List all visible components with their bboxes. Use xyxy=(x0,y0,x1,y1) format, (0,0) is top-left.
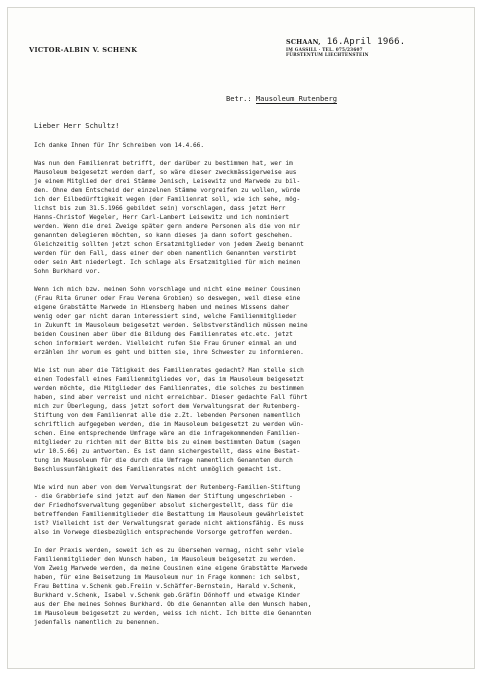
text-line: je einem Mitglied der drei Stämme Jenisch, Leisewitz und Marwede zu bil- xyxy=(34,177,301,185)
text-line: den. Ohne dem Entscheid der einzelnen Stämme vorgreifen zu wollen, würde xyxy=(34,186,301,194)
text-line: Mausoleum beigesetzt werden darf, so wäre dieser zweckmässigerweise aus xyxy=(34,168,297,176)
letter-date: 16.April 1966. xyxy=(326,37,406,47)
text-line: der Friedhofsverwaltung gegenüber absolut sichergestellt, dass für die xyxy=(34,502,293,510)
text-line: In der Praxis werden, soweit ich es zu übersehen vermag, nicht sehr viele xyxy=(34,546,304,554)
text-line: werden möchte, die Mitglieder des Familienrates, die solches zu bestimmen xyxy=(34,384,304,392)
text-line: (Frau Rita Gruner oder Frau Verena Grobien) so deswegen, weil diese eine xyxy=(34,294,301,302)
text-line: einen Todesfall eines Familienmitgliedes vor, das im Mausoleum beigesetzt xyxy=(34,375,304,383)
address-line-3: FÜRSTENTUM LIECHTENSTEIN xyxy=(286,52,369,58)
text-line: Sohn Burkhard vor. xyxy=(34,268,101,276)
text-line: Stiftung von dem Familienrat alle die z.Zt. lebenden Personen namentlich xyxy=(34,412,301,420)
paragraph xyxy=(34,285,470,357)
text-line: Burkhard v.Schenk, Isabel v.Schenk geb.Gräfin Dönhoff und etwaige Kinder xyxy=(34,592,301,600)
paragraph xyxy=(34,483,470,537)
text-line: betreffenden Familienmitglieder die Bestattung im Mausoleum gewährleistet xyxy=(34,511,304,519)
subject-text: Mausoleum Rutenberg xyxy=(255,94,338,103)
text-line: Vom Zweig Marwede werden, da meine Cousinen eine eigene Grabstätte Marwede xyxy=(34,564,308,572)
text-line: in Zukunft im Mausoleum beigesetzt werden. Selbstverständlich müssen meine xyxy=(34,322,308,330)
text-line: Hanns-Christof Wegeler, Herr Carl-Lambert Leisewitz und ich nominiert xyxy=(34,213,290,221)
subject-prefix: Betr.: xyxy=(226,94,252,103)
letterhead-address xyxy=(286,37,405,58)
text-line: Familienmitglieder den Wunsch haben, im Mausoleum beigesetzt zu werden. xyxy=(34,555,297,563)
text-line: Frau Bettina v.Schenk geb.Freiin v.Schäffer-Bernstein, Harald v.Schenk, xyxy=(34,583,297,591)
letter-page xyxy=(7,7,475,669)
sender-name: VICTOR-ALBIN V. SCHENK xyxy=(29,46,138,54)
text-line: mitglieder zu richten mit der Bitte bis zu einem bestimmten Datum (sagen xyxy=(34,439,301,447)
text-line: eigene Grabstätte Marwede in Hiensberg haben und meines Wissens daher xyxy=(34,303,290,311)
text-line: ist? Vielleicht ist der Verwaltungsrat gerade nicht aktionsfähig. Es muss xyxy=(34,520,304,528)
text-line: lichst bis zum 31.5.1966 gebildet sein) vorschlagen, dass jetzt Herr xyxy=(34,204,286,212)
text-line: - die Grabbriefe sind jetzt auf den Namen der Stiftung umgeschrieben - xyxy=(34,493,293,501)
text-line: werden. Wenn die drei Zweige später gern andere Personen als die von mir xyxy=(34,222,301,230)
subject-line xyxy=(226,94,337,103)
text-line: ich der Eilbedürftigkeit wegen (der Familienrat soll, wie ich sehe, mög- xyxy=(34,195,301,203)
text-line: haben, sind aber verreist und nicht erreichbar. Dieser gedachte Fall führt xyxy=(34,393,308,401)
text-line: Was nun den Familienrat betrifft, der darüber zu bestimmen hat, wer im xyxy=(34,159,293,167)
text-line: wir 10.5.66) zu antworten. Es ist dann sichergestellt, dass eine Bestat- xyxy=(34,448,301,456)
text-line: Ich danke Ihnen für Ihr Schreiben vom 14.4.66. xyxy=(34,142,205,149)
place: SCHAAN, xyxy=(286,38,321,46)
text-line: genannten delegieren möchten, so kann dieses ja dann sofort geschehen. xyxy=(34,232,293,240)
text-line: schriftlich aufgegeben werden, die im Mausoleum beigesetzt zu werden wün- xyxy=(34,421,304,429)
text-line: jedenfalls namentlich zu benennen. xyxy=(34,619,160,627)
text-line: wenig oder gar nicht daran interessiert sind, welche Familienmitglieder xyxy=(34,312,297,320)
text-line: werden für den Fall, dass einer der oben namentlich Genannten verstirbt xyxy=(34,250,297,258)
salutation: Lieber Herr Schultz! xyxy=(34,121,120,130)
letter-body xyxy=(34,141,470,636)
place-date-line xyxy=(286,37,405,47)
text-line: Wie ist nun aber die Tätigkeit des Familienrates gedacht? Man stelle sich xyxy=(34,366,304,374)
text-line: also im Vorwege diesbezüglich entsprechende Vorsorge getroffen werden. xyxy=(34,529,293,537)
text-line: Wenn ich mich bzw. meinen Sohn vorschlage und nicht eine meiner Cousinen xyxy=(34,285,301,293)
paragraph xyxy=(34,141,470,150)
text-line: oder sein Amt niederlegt. Ich schlage als Ersatzmitglied für mich meinen xyxy=(34,259,301,267)
text-line: haben, für eine Beisetzung im Mausoleum nur in Frage kommen: ich selbst, xyxy=(34,573,301,581)
text-line: Gleichzeitig sollten jetzt schon Ersatzmitglieder von jedem Zweig benannt xyxy=(34,241,304,249)
paragraph xyxy=(34,546,470,627)
text-line: aus der Ehe meines Sohnes Burkhard. Ob die Genannten alle den Wunsch haben, xyxy=(34,601,312,609)
text-line: mich zur Überlegung, dass jetzt sofort dem Verwaltungsrat der Rutenberg- xyxy=(34,403,301,410)
text-line: schen. Eine entsprechende Umfrage wäre an die infragekommenden Familien- xyxy=(34,430,301,438)
address-line-2: IM GASSILL · TEL. 075/23607 xyxy=(286,47,363,52)
text-line: beiden Cousinen aber über die Bildung des Familienrates etc.etc. jetzt xyxy=(34,331,293,339)
text-line: im Mausoleum beigesetzt zu werden, weiss ich nicht. Ich bitte die Genannten xyxy=(34,610,312,618)
text-line: Beschlussunfähigkeit des Familienrates nicht unmöglich gemacht ist. xyxy=(34,466,282,474)
text-line: schon informiert werden. Vielleicht rufen Sie Frau Gruner einmal an und xyxy=(34,340,297,348)
paragraph xyxy=(34,366,470,475)
text-line: erzählen ihr worum es geht und bitten sie, ihre Schwester zu informieren. xyxy=(34,349,304,357)
text-line: tung im Mausoleum für die durch die Umfrage namentlich Genannten durch xyxy=(34,457,293,465)
paragraph xyxy=(34,159,470,277)
text-line: Wie wird nun aber von dem Verwaltungsrat der Rutenberg-Familien-Stiftung xyxy=(34,483,301,491)
